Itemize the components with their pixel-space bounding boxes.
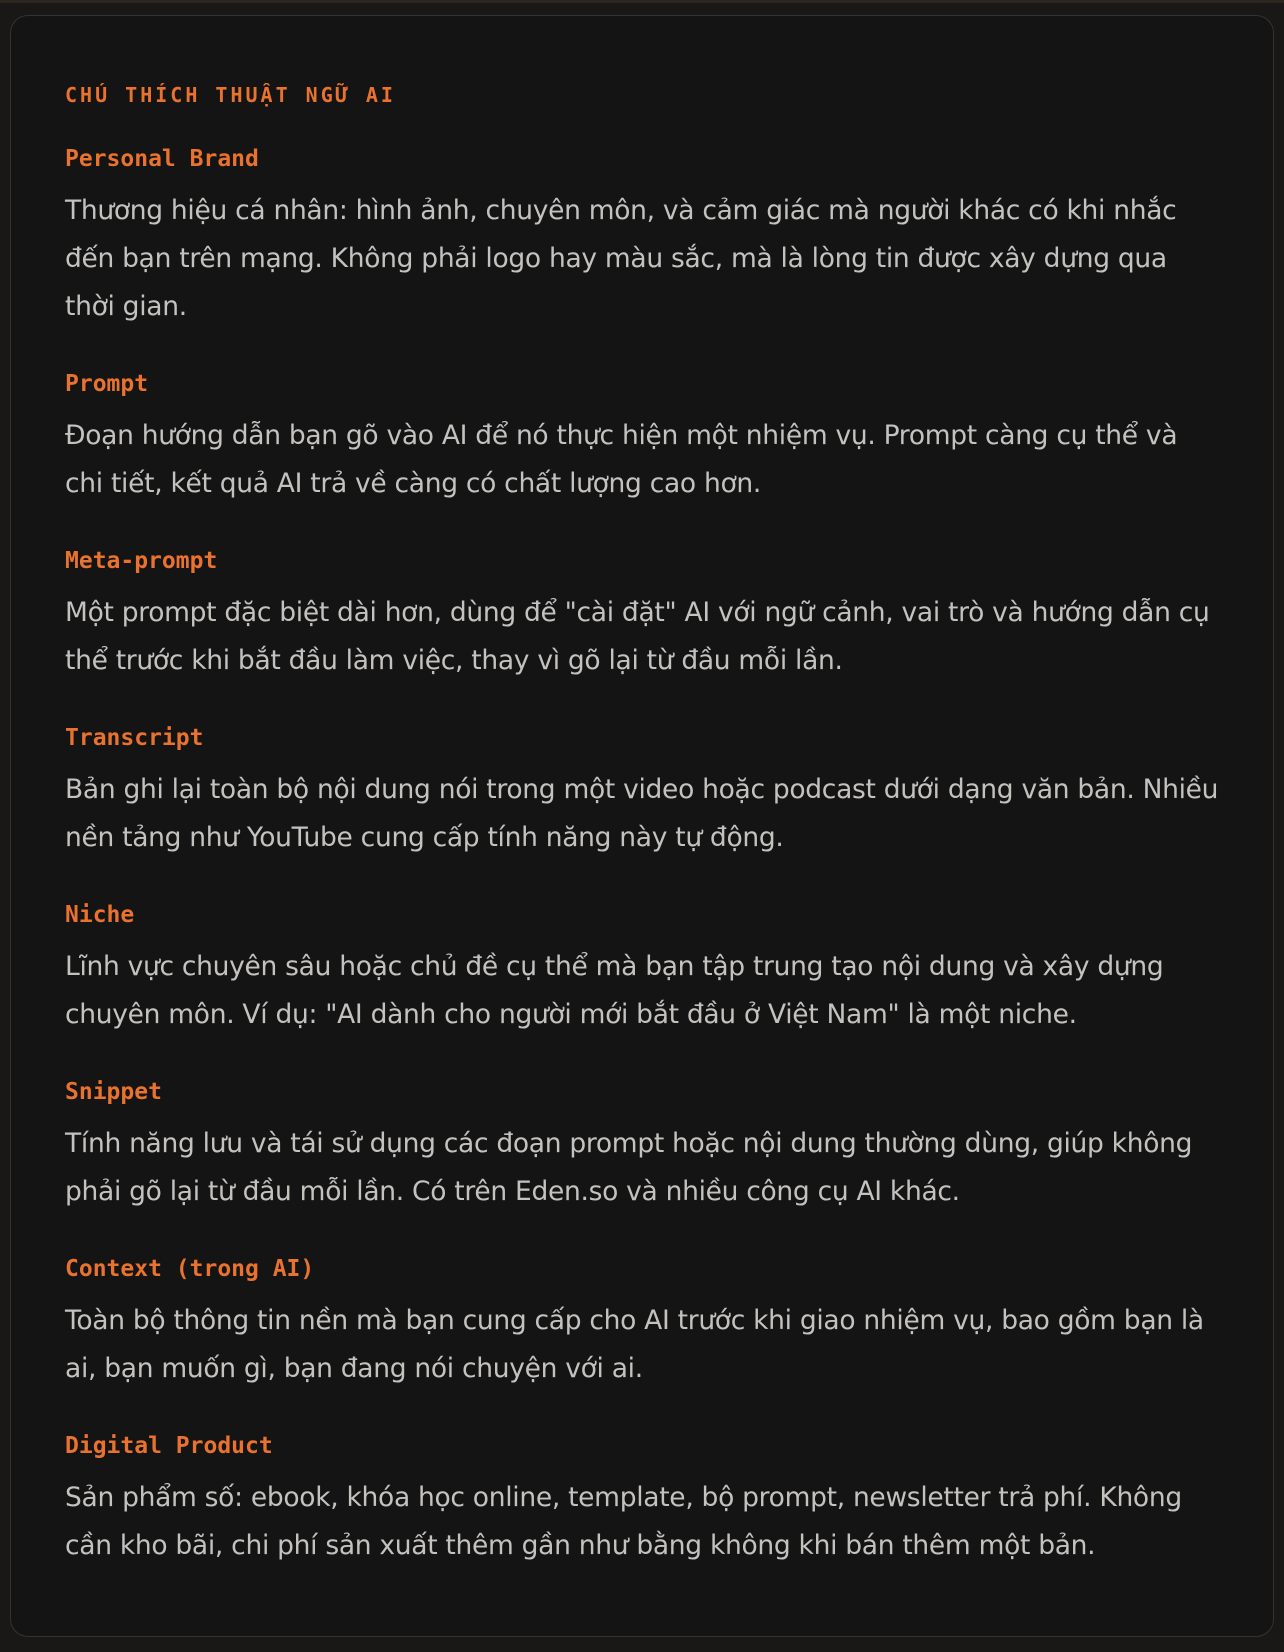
term-niche	[65, 899, 1219, 1039]
term-description: Sản phẩm số: ebook, khóa học online, template, bộ prompt, newsletter trả phí. Không cần kho bãi, chi phí sản xuất thêm gần như bằng không khi bán thêm một bản.	[65, 1482, 1182, 1561]
term-description: Lĩnh vực chuyên sâu hoặc chủ đề cụ thể mà bạn tập trung tạo nội dung và xây dựng chuyên môn. Ví dụ: "AI dành cho người mới bắt đầu ở Việt Nam" là một niche.	[65, 951, 1164, 1030]
term-transcript	[65, 722, 1219, 862]
term-prompt	[65, 368, 1219, 508]
term-description: Đoạn hướng dẫn bạn gõ vào AI để nó thực hiện một nhiệm vụ. Prompt càng cụ thể và chi tiết, kết quả AI trả về càng có chất lượng cao hơn.	[65, 420, 1178, 499]
term-description: Một prompt đặc biệt dài hơn, dùng để "cài đặt" AI với ngữ cảnh, vai trò và hướng dẫn cụ thể trước khi bắt đầu làm việc, thay vì gõ lại từ đầu mỗi lần.	[65, 597, 1210, 676]
term-description: Thương hiệu cá nhân: hình ảnh, chuyên môn, và cảm giác mà người khác có khi nhắc đến bạn trên mạng. Không phải logo hay màu sắc, mà là lòng tin được xây dựng qua thời gian.	[65, 195, 1177, 322]
term-description: Tính năng lưu và tái sử dụng các đoạn prompt hoặc nội dung thường dùng, giúp không phải gõ lại từ đầu mỗi lần. Có trên Eden.so và nhiều công cụ AI khác.	[65, 1128, 1193, 1207]
term-context	[65, 1253, 1219, 1393]
term-meta-prompt	[65, 545, 1219, 685]
glossary-card	[10, 15, 1274, 1637]
term-name: Digital Product	[65, 1433, 273, 1459]
term-description: Bản ghi lại toàn bộ nội dung nói trong một video hoặc podcast dưới dạng văn bản. Nhiều nền tảng như YouTube cung cấp tính năng này tự động.	[65, 774, 1219, 853]
term-digital-product	[65, 1430, 1219, 1570]
term-personal-brand	[65, 143, 1219, 331]
term-name: Context (trong AI)	[65, 1256, 315, 1282]
term-name: Snippet	[65, 1079, 162, 1105]
term-name: Transcript	[65, 725, 204, 751]
term-name: Niche	[65, 902, 135, 928]
glossary-heading: CHÚ THÍCH THUẬT NGỮ AI	[65, 83, 396, 107]
term-name: Meta-prompt	[65, 548, 218, 574]
term-name: Prompt	[65, 371, 149, 397]
term-description: Toàn bộ thông tin nền mà bạn cung cấp cho AI trước khi giao nhiệm vụ, bao gồm bạn là ai, bạn muốn gì, bạn đang nói chuyện với ai.	[65, 1305, 1204, 1384]
term-snippet	[65, 1076, 1219, 1216]
term-name: Personal Brand	[65, 146, 259, 172]
